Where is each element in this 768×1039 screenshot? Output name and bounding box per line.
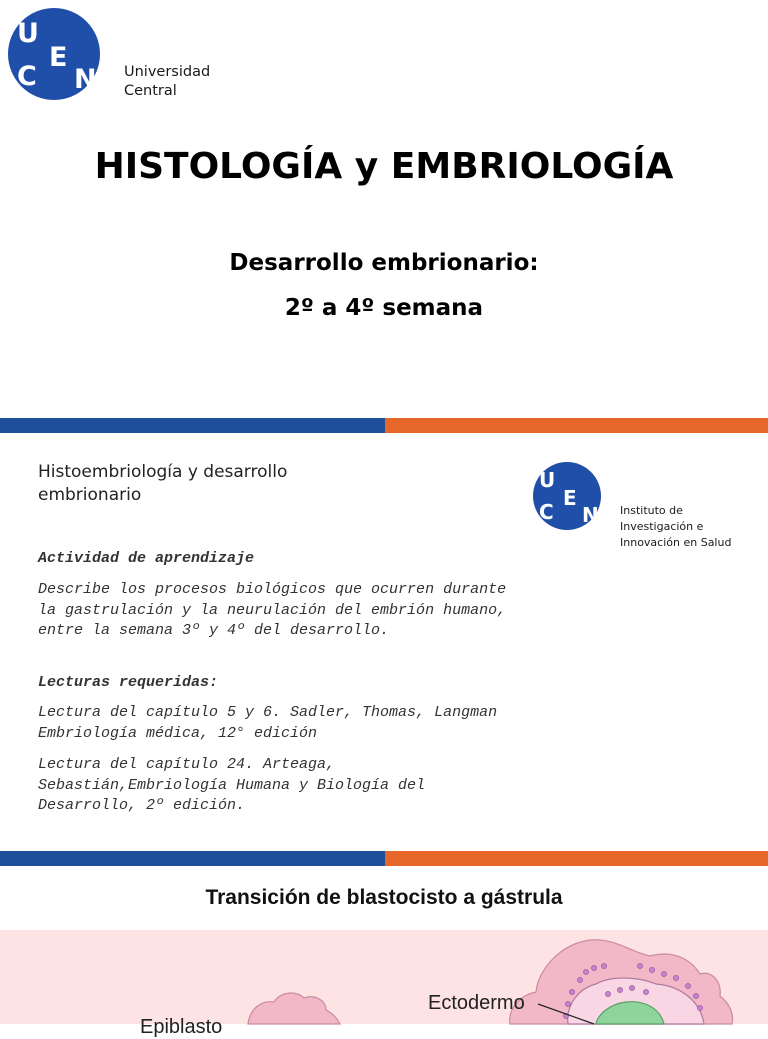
embryo-illustration [0,930,768,1038]
course-title: Histoembriología y desarrollo embrionario [38,462,288,505]
tissue-blob-left [248,993,340,1024]
logo-letter-n: N [74,64,97,95]
title-slide [0,0,768,418]
stripe-orange [385,418,768,433]
logo-letter-c: C [17,61,37,92]
readings-heading: Lecturas requeridas: [38,674,219,691]
reading-item-1: Lectura del capítulo 5 y 6. Sadler, Thomas, Langman Embriología médica, 12° edición [38,704,498,742]
brand-line-1: Universidad [124,64,211,80]
stripe-blue [0,851,385,866]
activity-slide [0,433,768,851]
institute-line-2: Investigación e [620,520,704,533]
logo-letter-e: E [49,42,68,73]
logo-letter-u: U [539,468,556,492]
activity-heading: Actividad de aprendizaje [38,550,255,567]
divider-stripe [0,418,768,433]
stripe-orange [385,851,768,866]
institute-line-1: Instituto de [620,504,683,517]
institute-name [620,503,731,551]
label-ectodermo: Ectodermo [428,992,525,1014]
logo-letter-c: C [539,500,554,524]
divider-stripe [0,851,768,866]
logo-letter-n: N [582,503,599,527]
university-name [124,63,210,101]
embryo-drawing [0,930,768,1024]
page-title: HISTOLOGÍA y EMBRIOLOGÍA [94,146,674,187]
label-epiblasto: Epiblasto [140,1016,223,1038]
subtitle-line-1: Desarrollo embrionario: [229,250,539,276]
logo-letter-e: E [563,486,577,510]
reading-item-2: Lectura del capítulo 24. Arteaga, Sebastián,Embriología Humana y Biología del Desarrollo, 2º edición. [38,756,426,814]
stripe-blue [0,418,385,433]
subtitle-line-2: 2º a 4º semana [284,295,484,321]
gastrula-slide [0,866,768,1038]
ucen-logo-small [533,462,601,530]
activity-body: Describe los procesos biológicos que ocurren durante la gastrulación y la neurulación del embrión humano, entre la semana 3º y 4º del desarrollo. [38,581,507,639]
slide-title: Transición de blastocisto a gástrula [205,886,563,909]
logo-letter-u: U [17,18,39,49]
institute-line-3: Innovación en Salud [620,536,732,549]
ucen-logo [8,8,100,100]
brand-line-2: Central [124,83,177,99]
